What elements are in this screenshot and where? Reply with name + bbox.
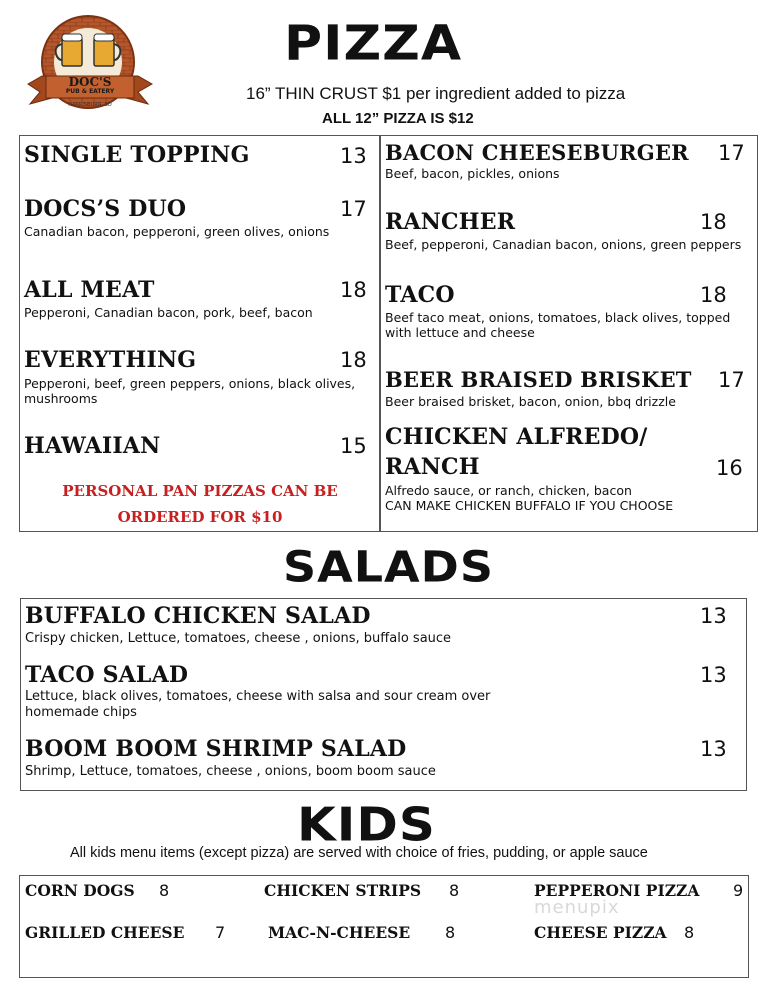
- kids-price-chicken-strips: 8: [449, 881, 460, 900]
- kids-price-cheese-pizza: 8: [684, 923, 695, 942]
- kids-name-mac-n-cheese: MAC-N-CHEESE: [268, 923, 411, 942]
- pizza-name-chicken-alfredo-line1: CHICKEN ALFREDO/: [385, 424, 648, 450]
- pizza-price-single-topping: 13: [340, 144, 367, 168]
- salads-title: SALADS: [283, 542, 494, 592]
- kids-price-grilled-cheese: 7: [215, 923, 226, 942]
- pizza-name-docs-duo: DOCS’S DUO: [24, 196, 187, 222]
- pizza-desc-all-meat: Pepperoni, Canadian bacon, pork, beef, bacon: [24, 305, 313, 320]
- pizza-left-box: [19, 135, 381, 532]
- pizza-desc-taco: Beef taco meat, onions, tomatoes, black olives, topped with lettuce and cheese: [385, 310, 731, 340]
- salad-name-taco: TACO SALAD: [25, 662, 189, 688]
- pizza-subtitle-12-inch: ALL 12” PIZZA IS $12: [322, 110, 474, 127]
- salad-desc-boom-boom-shrimp: Shrimp, Lettuce, tomatoes, cheese , onions, boom boom sauce: [25, 764, 436, 779]
- pizza-price-docs-duo: 17: [340, 197, 367, 221]
- personal-pan-note: [50, 478, 350, 530]
- pizza-price-rancher: 18: [700, 210, 727, 234]
- pizza-price-bacon-cheeseburger: 17: [718, 141, 745, 165]
- pizza-name-all-meat: ALL MEAT: [24, 277, 155, 303]
- pizza-desc-bacon-cheeseburger: Beef, bacon, pickles, onions: [385, 166, 560, 181]
- kids-price-corn-dogs: 8: [159, 881, 170, 900]
- pizza-desc-chicken-alfredo: Alfredo sauce, or ranch, chicken, bacon: [385, 483, 632, 498]
- pizza-desc-beer-braised-brisket: Beer braised brisket, bacon, onion, bbq drizzle: [385, 394, 676, 409]
- pizza-title: PIZZA: [284, 16, 463, 72]
- logo-name: DOC'S: [68, 75, 112, 89]
- beer-mugs-logo-icon: [22, 14, 158, 114]
- pizza-name-rancher: RANCHER: [385, 209, 516, 235]
- logo-subtitle: PUB & EATERY: [65, 88, 115, 95]
- salad-name-boom-boom-shrimp: BOOM BOOM SHRIMP SALAD: [25, 736, 407, 762]
- pizza-desc-chicken-alfredo-note: CAN MAKE CHICKEN BUFFALO IF YOU CHOOSE: [385, 498, 674, 513]
- kids-price-mac-n-cheese: 8: [445, 923, 456, 942]
- pizza-price-taco: 18: [700, 283, 727, 307]
- kids-price-pepperoni-pizza: 9: [733, 881, 744, 900]
- kids-name-grilled-cheese: GRILLED CHEESE: [25, 923, 185, 942]
- pizza-price-everything: 18: [340, 348, 367, 372]
- pizza-name-bacon-cheeseburger: BACON CHEESEBURGER: [385, 140, 689, 165]
- kids-subtitle: All kids menu items (except pizza) are served with choice of fries, pudding, or apple sauce: [70, 845, 648, 861]
- salad-desc-taco: Lettuce, black olives, tomatoes, cheese with salsa and sour cream over homemade chips: [25, 689, 491, 720]
- salad-price-boom-boom-shrimp: 13: [700, 737, 727, 761]
- kids-name-cheese-pizza: CHEESE PIZZA: [534, 923, 667, 942]
- pizza-price-hawaiian: 15: [340, 434, 367, 458]
- personal-pan-note-line1: PERSONAL PAN PIZZAS CAN BE: [62, 482, 338, 500]
- pizza-desc-docs-duo: Canadian bacon, pepperoni, green olives, onions: [24, 224, 330, 239]
- pizza-name-hawaiian: HAWAIIAN: [24, 433, 161, 459]
- logo-location: HARRISBURG, SD: [68, 102, 112, 108]
- kids-name-corn-dogs: CORN DOGS: [25, 881, 135, 900]
- pizza-price-all-meat: 18: [340, 278, 367, 302]
- logo: [22, 14, 158, 114]
- menupix-watermark: menupix: [534, 897, 620, 918]
- pizza-name-beer-braised-brisket: BEER BRAISED BRISKET: [385, 367, 692, 392]
- salad-price-buffalo-chicken: 13: [700, 604, 727, 628]
- pizza-desc-rancher: Beef, pepperoni, Canadian bacon, onions, green peppers: [385, 237, 742, 252]
- salad-price-taco: 13: [700, 663, 727, 687]
- pizza-price-beer-braised-brisket: 17: [718, 368, 745, 392]
- kids-name-pepperoni-pizza: PEPPERONI PIZZA: [534, 881, 700, 900]
- kids-name-chicken-strips: CHICKEN STRIPS: [264, 881, 422, 900]
- pizza-subtitle-thin-crust: 16” THIN CRUST $1 per ingredient added to pizza: [246, 84, 626, 103]
- pizza-name-single-topping: SINGLE TOPPING: [24, 142, 250, 168]
- pizza-name-everything: EVERYTHING: [24, 347, 197, 373]
- salad-name-buffalo-chicken: BUFFALO CHICKEN SALAD: [25, 603, 371, 629]
- pizza-name-chicken-alfredo-line2: RANCH: [385, 454, 480, 480]
- salad-desc-buffalo-chicken: Crispy chicken, Lettuce, tomatoes, cheese , onions, buffalo sauce: [25, 631, 452, 646]
- pizza-name-taco: TACO: [385, 282, 455, 308]
- pizza-price-chicken-alfredo: 16: [716, 456, 743, 480]
- kids-title: KIDS: [297, 798, 436, 852]
- pizza-desc-everything: Pepperoni, beef, green peppers, onions, black olives, mushrooms: [24, 376, 356, 406]
- personal-pan-note-line2: ORDERED FOR $10: [117, 508, 283, 526]
